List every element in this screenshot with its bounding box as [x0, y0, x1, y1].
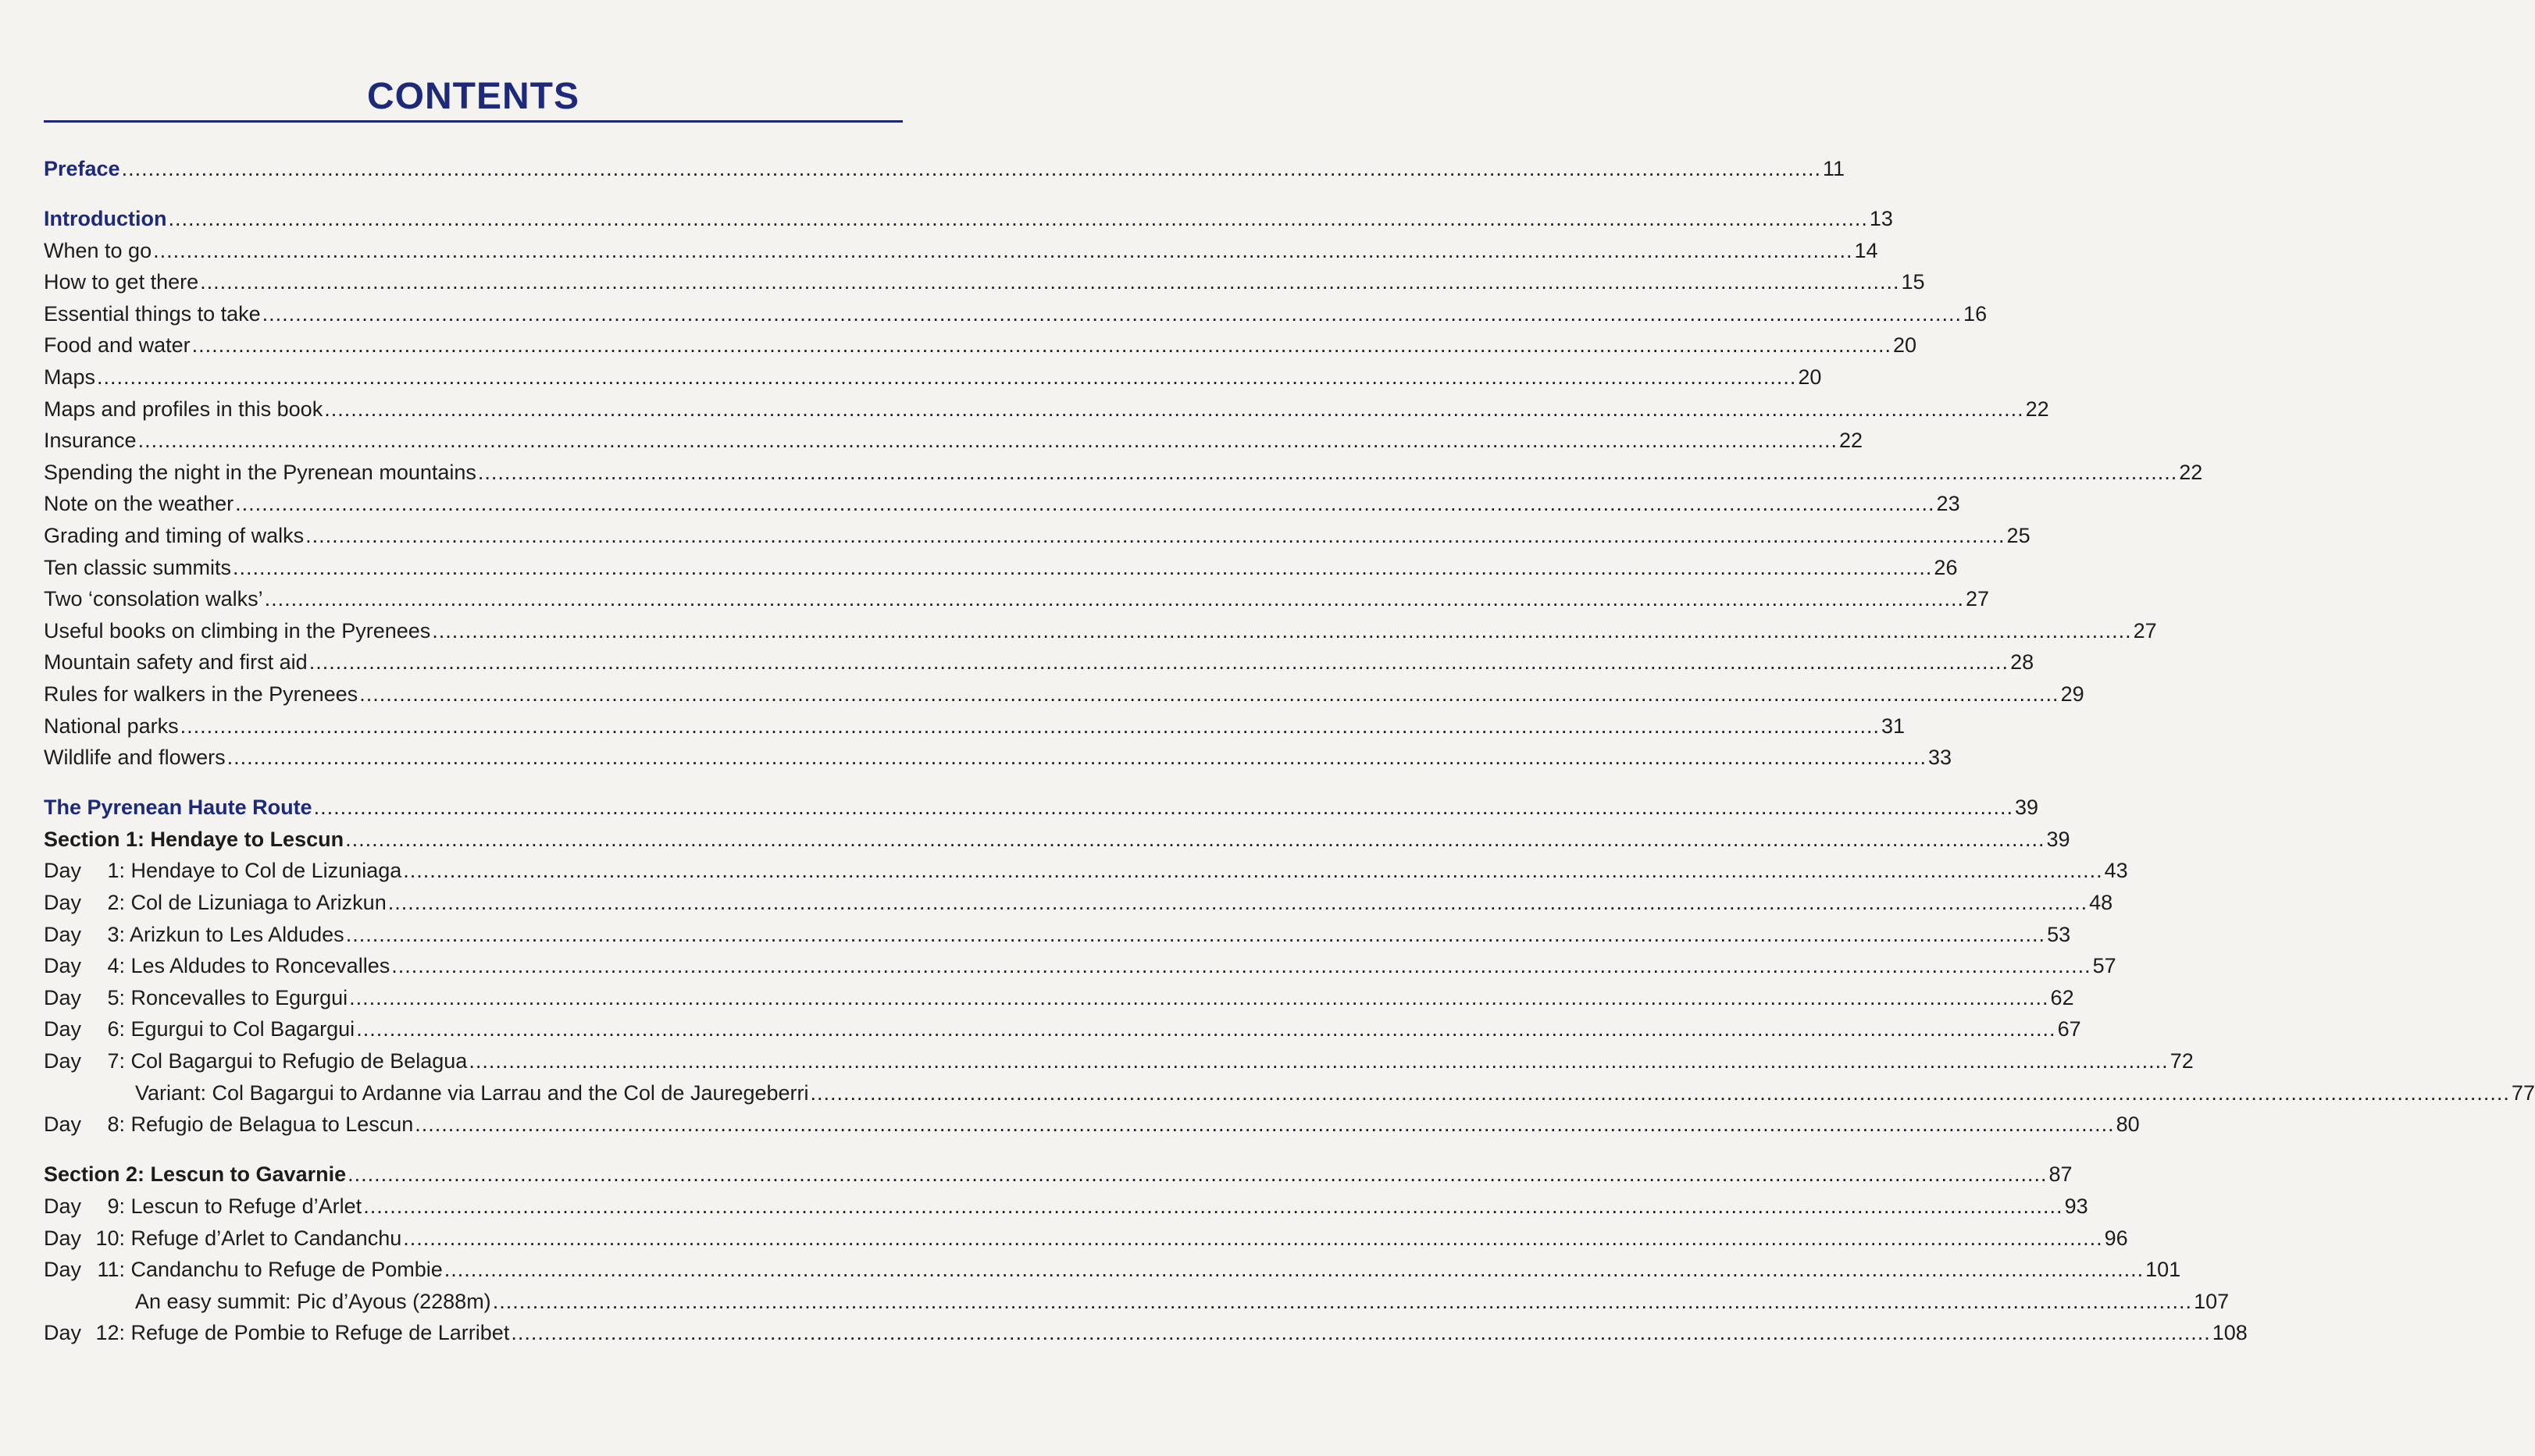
toc-entry [44, 615, 2157, 647]
toc-entry [44, 153, 1845, 185]
day-number: 2: [107, 891, 125, 915]
toc-entry [44, 552, 1958, 584]
leader-dots [403, 855, 2102, 887]
toc-entry [44, 1045, 2194, 1077]
page-number: 87 [2048, 1162, 2073, 1187]
leader-dots [265, 583, 1964, 615]
page-number: 67 [2057, 1017, 2081, 1041]
page-number: 77 [2511, 1080, 2535, 1105]
day-number: 7: [107, 1049, 125, 1073]
toc-entry-label [44, 1109, 413, 1141]
page-number: 28 [2010, 650, 2034, 675]
page-number: 23 [1936, 492, 1960, 516]
page-number: 22 [2025, 397, 2049, 421]
toc-entry-label: When to go [44, 238, 152, 262]
page-number: 22 [1838, 429, 1863, 453]
toc-entry [44, 1286, 2230, 1318]
toc-entry-label [44, 1254, 443, 1286]
toc-entry [44, 266, 1925, 298]
page-number: 20 [1798, 365, 1822, 390]
leader-dots [359, 678, 2059, 710]
page-number: 80 [2116, 1112, 2140, 1137]
toc-entry [44, 361, 1822, 393]
day-number: 11: [97, 1258, 125, 1282]
day-title: Les Aldudes to Roncevalles [125, 954, 390, 978]
leader-dots [168, 203, 1867, 235]
toc-entry-label: Rules for walkers in the Pyrenees [44, 682, 358, 706]
toc-entry-label: Essential things to take [44, 301, 261, 326]
day-prefix: Day [44, 985, 82, 1009]
toc-entry-label: Ten classic summits [44, 555, 232, 579]
toc-entry [44, 824, 2070, 856]
toc-entry [44, 1109, 2140, 1141]
toc-entry [44, 235, 1878, 267]
leader-dots [200, 266, 1899, 298]
toc-entry [44, 919, 2071, 951]
page-number: 13 [1869, 207, 1893, 231]
leader-dots [348, 1159, 2047, 1191]
leader-dots [388, 887, 2088, 919]
toc-entry [44, 1013, 2081, 1045]
page-number: 33 [1927, 746, 1952, 770]
leader-dots [511, 1317, 2210, 1349]
page-number: 31 [1881, 714, 1906, 738]
toc-entry-label: Maps and profiles in this book [44, 397, 323, 421]
page-number: 108 [2212, 1321, 2248, 1345]
page-title: CONTENTS [367, 76, 579, 117]
toc-entry-label [44, 1045, 467, 1077]
toc-entry [44, 1317, 2248, 1349]
leader-dots [493, 1286, 2192, 1318]
toc-entry-label: National parks [44, 714, 179, 738]
toc-entry [44, 1077, 2535, 1109]
day-number: 9: [107, 1194, 125, 1218]
leader-dots [192, 329, 1891, 361]
leader-dots [122, 153, 1821, 185]
page-number: 39 [2046, 827, 2070, 851]
toc-entry [44, 792, 2038, 824]
day-prefix: Day [44, 1226, 82, 1250]
leader-dots [138, 425, 1838, 457]
page-number: 27 [1966, 587, 1990, 611]
day-title: Lescun to Refuge d’Arlet [125, 1194, 362, 1218]
toc-entry-label [44, 1013, 355, 1045]
day-title: Egurgui to Col Bagargui [125, 1017, 355, 1041]
toc-entry-label [44, 855, 401, 887]
leader-dots [345, 824, 2045, 856]
toc-entry [44, 457, 2203, 489]
page-number: 48 [2089, 891, 2113, 915]
toc-entry-label [44, 1317, 509, 1349]
page-number: 27 [2133, 618, 2157, 643]
toc-entry [44, 488, 1960, 520]
day-prefix: Day [44, 954, 82, 978]
page-number: 53 [2047, 922, 2071, 946]
day-prefix: Day [44, 922, 82, 946]
toc-entry-label: Spending the night in the Pyrenean mountains [44, 460, 476, 484]
leader-dots [469, 1045, 2168, 1077]
toc-entry [44, 950, 2116, 982]
page-number: 107 [2194, 1289, 2230, 1313]
leader-dots [309, 646, 2009, 678]
toc-entry-label: Insurance [44, 429, 137, 453]
leader-dots [415, 1109, 2114, 1141]
toc-entry [44, 1191, 2088, 1223]
day-number: 4: [107, 954, 125, 978]
leader-dots [811, 1077, 2510, 1109]
toc-entry [44, 203, 1893, 235]
page-number: 93 [2064, 1194, 2088, 1218]
page-number: 15 [1901, 270, 1925, 294]
day-prefix: Day [44, 891, 82, 915]
toc-entry-label: Variant: Col Bagargui to Ardanne via Larrau and the Col de Jauregeberri [135, 1080, 809, 1105]
day-title: Refuge d’Arlet to Candanchu [125, 1226, 402, 1250]
day-title: Col Bagargui to Refugio de Belagua [125, 1049, 468, 1073]
page-number: 62 [2050, 985, 2074, 1009]
leader-dots [97, 361, 1796, 393]
leader-dots [227, 742, 1927, 774]
day-prefix: Day [44, 1049, 82, 1073]
page-number: 22 [2179, 460, 2203, 484]
leader-dots [403, 1223, 2102, 1255]
toc-entry-label [44, 1223, 401, 1255]
page-number: 16 [1963, 301, 1988, 326]
toc-entry [44, 393, 2049, 425]
leader-dots [444, 1254, 2144, 1286]
day-title: Arizkun to Les Aldudes [125, 922, 344, 946]
leader-dots [233, 552, 1932, 584]
toc-entry [44, 710, 1906, 742]
day-prefix: Day [44, 1112, 82, 1137]
day-prefix: Day [44, 1194, 82, 1218]
leader-dots [349, 982, 2048, 1014]
day-prefix: Day [44, 859, 82, 883]
leader-dots [363, 1191, 2063, 1223]
toc-entry [44, 583, 1990, 615]
toc-entry [44, 298, 1988, 330]
day-title: Roncevalles to Egurgui [125, 985, 348, 1009]
title-rule [44, 120, 903, 123]
leader-dots [346, 919, 2045, 951]
day-number: 8: [107, 1112, 125, 1137]
leader-dots [324, 393, 2023, 425]
day-title: Hendaye to Col de Lizuniaga [125, 859, 402, 883]
toc-entry-label: The Pyrenean Haute Route [44, 796, 312, 820]
leader-dots [356, 1013, 2055, 1045]
day-prefix: Day [44, 1258, 82, 1282]
toc-entry [44, 329, 1917, 361]
page-number: 14 [1854, 238, 1878, 262]
toc-entry-label [44, 982, 348, 1014]
day-title: Col de Lizuniaga to Arizkun [125, 891, 387, 915]
day-title: Refugio de Belagua to Lescun [125, 1112, 414, 1137]
page-number: 43 [2104, 859, 2128, 883]
leader-dots [478, 457, 2177, 489]
page-number: 26 [1934, 555, 1958, 579]
toc-entry-label: Preface [44, 157, 120, 180]
toc-entry-label: Food and water [44, 333, 191, 358]
toc-entry-label: Mountain safety and first aid [44, 650, 308, 675]
toc-entry [44, 425, 1863, 457]
leader-dots [153, 235, 1852, 267]
day-number: 12: [95, 1321, 125, 1345]
page-number: 39 [2014, 796, 2038, 820]
toc-entry-label: Maps [44, 365, 96, 390]
toc-entry-label: Wildlife and flowers [44, 746, 226, 770]
page-number: 96 [2104, 1226, 2128, 1250]
leader-dots [391, 950, 2091, 982]
toc-entry [44, 855, 2128, 887]
toc-entry [44, 887, 2113, 919]
leader-dots [314, 792, 2013, 824]
toc-entry-label: Note on the weather [44, 492, 234, 516]
day-number: 5: [107, 985, 125, 1009]
toc-entry [44, 982, 2074, 1014]
page-number: 57 [2092, 954, 2116, 978]
toc-entry [44, 1159, 2073, 1191]
toc-entry [44, 678, 2084, 710]
leader-dots [180, 710, 1880, 742]
page-number: 101 [2145, 1258, 2181, 1282]
leader-dots [235, 488, 1934, 520]
toc-entry-label: An easy summit: Pic d’Ayous (2288m) [135, 1289, 491, 1313]
day-number: 3: [107, 922, 125, 946]
day-prefix: Day [44, 1321, 82, 1345]
toc-entry-label [44, 950, 390, 982]
page-number: 72 [2170, 1049, 2194, 1073]
page-number: 29 [2060, 682, 2084, 706]
leader-dots [262, 298, 1962, 330]
day-prefix: Day [44, 1017, 82, 1041]
toc-entry-label: Two ‘consolation walks’ [44, 587, 263, 611]
day-number: 6: [107, 1017, 125, 1041]
page-number: 25 [2006, 524, 2030, 548]
toc-entry-label: Introduction [44, 207, 167, 231]
toc-entry-label: Section 1: Hendaye to Lescun [44, 827, 344, 851]
page-number: 20 [1893, 333, 1917, 358]
toc-entry [44, 1254, 2181, 1286]
leader-dots [432, 615, 2131, 647]
toc-entry-label [44, 1191, 362, 1223]
toc-entry [44, 646, 2034, 678]
toc-entry-label: Useful books on climbing in the Pyrenees [44, 618, 431, 643]
toc-entry-label: Section 2: Lescun to Gavarnie [44, 1162, 347, 1187]
leader-dots [305, 520, 2005, 552]
page-number: 11 [1822, 157, 1845, 180]
day-title: Candanchu to Refuge de Pombie [125, 1258, 443, 1282]
toc-entry [44, 1223, 2128, 1255]
toc-entry-label [44, 919, 344, 951]
day-title: Refuge de Pombie to Refuge de Larribet [125, 1321, 510, 1345]
day-number: 10: [95, 1226, 125, 1250]
toc-entry-label [44, 887, 387, 919]
table-of-contents [44, 153, 2535, 1349]
toc-entry-label: Grading and timing of walks [44, 524, 305, 548]
toc-entry [44, 520, 2030, 552]
toc-entry [44, 742, 1952, 774]
day-number: 1: [107, 859, 125, 883]
toc-entry-label: How to get there [44, 270, 199, 294]
